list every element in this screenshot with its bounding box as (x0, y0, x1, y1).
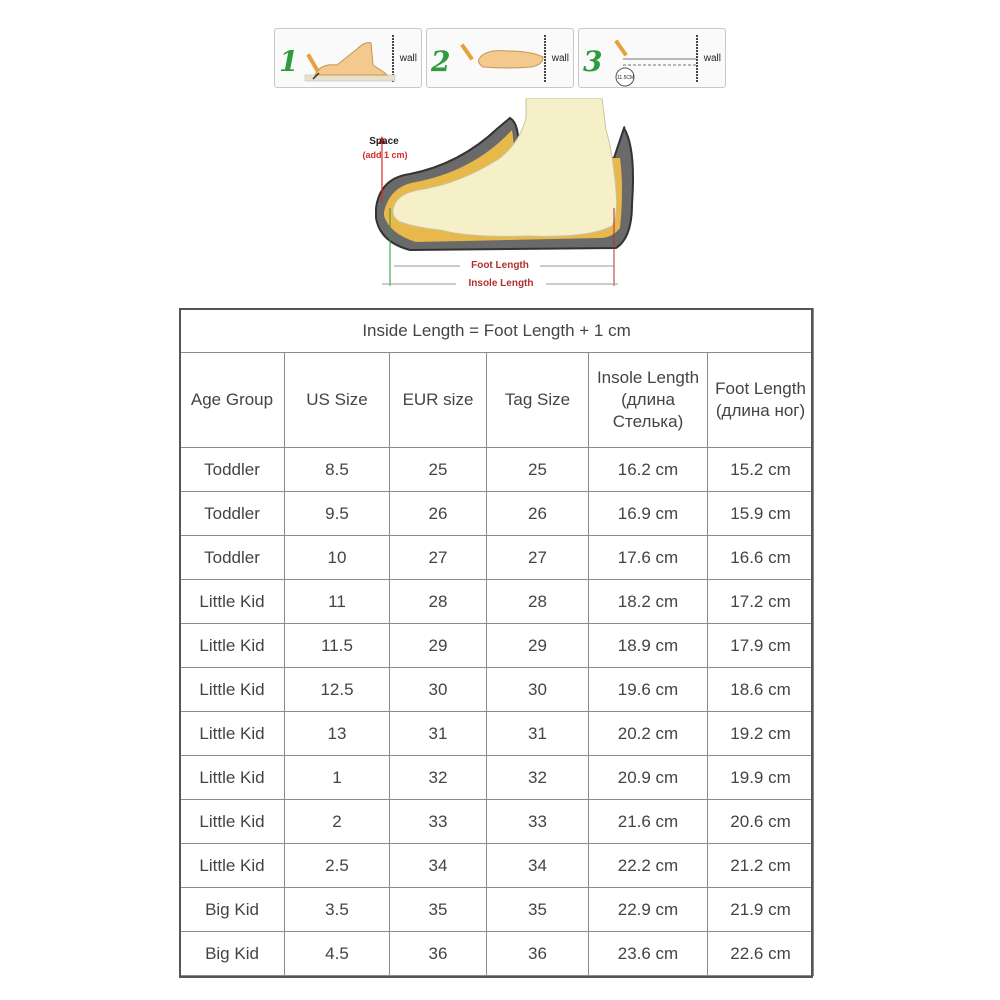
cell-tag: 31 (487, 712, 589, 756)
header-tag-size: Tag Size (487, 353, 589, 448)
table-row (180, 844, 814, 888)
table-row (180, 712, 814, 756)
cell-tag: 26 (487, 492, 589, 536)
space-note: (add 1 cm) (362, 150, 408, 160)
table-row (180, 492, 814, 536)
cell-us: 2 (285, 800, 390, 844)
header-insole-line2: (длина (621, 389, 675, 409)
step-1-number: 1 (279, 45, 299, 78)
cell-eur: 34 (390, 844, 487, 888)
cell-insole: 21.6 cm (589, 800, 708, 844)
cell-us: 10 (285, 536, 390, 580)
cell-age: Little Kid (180, 624, 285, 668)
cell-tag: 29 (487, 624, 589, 668)
cell-us: 8.5 (285, 448, 390, 492)
cell-insole: 20.9 cm (589, 756, 708, 800)
table-row (180, 668, 814, 712)
cell-tag: 32 (487, 756, 589, 800)
shoe-fit-diagram (350, 98, 650, 298)
cell-eur: 36 (390, 932, 487, 976)
cell-age: Toddler (180, 536, 285, 580)
cell-eur: 31 (390, 712, 487, 756)
header-foot-length (708, 353, 814, 448)
cell-age: Toddler (180, 448, 285, 492)
header-age-group: Age Group (180, 353, 285, 448)
cell-eur: 28 (390, 580, 487, 624)
cell-age: Toddler (180, 492, 285, 536)
cell-age: Little Kid (180, 800, 285, 844)
cell-age: Little Kid (180, 756, 285, 800)
foot-length-label: Foot Length (460, 260, 540, 271)
size-chart-table (179, 308, 814, 976)
cell-foot: 15.9 cm (708, 492, 814, 536)
cell-tag: 35 (487, 888, 589, 932)
cell-eur: 27 (390, 536, 487, 580)
table-row (180, 580, 814, 624)
header-us-size: US Size (285, 353, 390, 448)
wall-label-3: wall (703, 53, 721, 64)
table-row (180, 932, 814, 976)
cell-foot: 21.2 cm (708, 844, 814, 888)
cell-us: 11.5 (285, 624, 390, 668)
cell-age: Little Kid (180, 712, 285, 756)
step-3-number: 3 (583, 45, 603, 78)
cell-age: Little Kid (180, 580, 285, 624)
table-row (180, 536, 814, 580)
table-row (180, 756, 814, 800)
cell-tag: 27 (487, 536, 589, 580)
cell-foot: 15.2 cm (708, 448, 814, 492)
cell-tag: 36 (487, 932, 589, 976)
cell-foot: 20.6 cm (708, 800, 814, 844)
cell-us: 3.5 (285, 888, 390, 932)
cell-us: 13 (285, 712, 390, 756)
cell-tag: 34 (487, 844, 589, 888)
cell-us: 9.5 (285, 492, 390, 536)
cell-tag: 33 (487, 800, 589, 844)
cell-us: 4.5 (285, 932, 390, 976)
step-3-panel (578, 28, 726, 88)
cell-age: Little Kid (180, 844, 285, 888)
step-2-number: 2 (431, 45, 451, 78)
cell-foot: 17.9 cm (708, 624, 814, 668)
cell-age: Little Kid (180, 668, 285, 712)
cell-insole: 22.9 cm (589, 888, 708, 932)
cell-age: Big Kid (180, 888, 285, 932)
header-foot-line2: (длина ног) (715, 401, 806, 420)
space-label: Space (369, 136, 399, 147)
cell-insole: 20.2 cm (589, 712, 708, 756)
cell-insole: 18.2 cm (589, 580, 708, 624)
cell-insole: 19.6 cm (589, 668, 708, 712)
wall-label-1: wall (399, 53, 417, 64)
table-row (180, 448, 814, 492)
cell-insole: 23.6 cm (589, 932, 708, 976)
cell-eur: 30 (390, 668, 487, 712)
cell-foot: 19.2 cm (708, 712, 814, 756)
header-insole-length (589, 353, 708, 448)
cell-insole: 17.6 cm (589, 536, 708, 580)
cell-eur: 33 (390, 800, 487, 844)
cell-insole: 22.2 cm (589, 844, 708, 888)
cell-foot: 17.2 cm (708, 580, 814, 624)
cell-us: 2.5 (285, 844, 390, 888)
cell-age: Big Kid (180, 932, 285, 976)
cell-eur: 25 (390, 448, 487, 492)
ruler-mark: 11.5CM (617, 75, 635, 81)
step-2-panel (426, 28, 574, 88)
cell-us: 1 (285, 756, 390, 800)
wall-label-2: wall (551, 53, 569, 64)
cell-insole: 18.9 cm (589, 624, 708, 668)
header-eur-size: EUR size (390, 353, 487, 448)
cell-insole: 16.2 cm (589, 448, 708, 492)
cell-insole: 16.9 cm (589, 492, 708, 536)
table-row (180, 800, 814, 844)
cell-eur: 32 (390, 756, 487, 800)
insole-length-label: Insole Length (456, 278, 546, 289)
table-row (180, 888, 814, 932)
cell-foot: 19.9 cm (708, 756, 814, 800)
header-foot-line1: Foot Length (715, 378, 806, 398)
measurement-steps (274, 28, 728, 90)
pencil-icon (460, 43, 474, 60)
cell-eur: 35 (390, 888, 487, 932)
cell-eur: 26 (390, 492, 487, 536)
cell-foot: 22.6 cm (708, 932, 814, 976)
cell-foot: 18.6 cm (708, 668, 814, 712)
step-1-panel (274, 28, 422, 88)
cell-foot: 16.6 cm (708, 536, 814, 580)
header-insole-line1: Insole Length (596, 367, 700, 387)
cell-tag: 30 (487, 668, 589, 712)
cell-foot: 21.9 cm (708, 888, 814, 932)
cell-us: 11 (285, 580, 390, 624)
header-insole-line3: Стелька) (612, 412, 684, 432)
table-row (180, 624, 814, 668)
cell-us: 12.5 (285, 668, 390, 712)
cell-tag: 25 (487, 448, 589, 492)
pencil-icon (614, 39, 628, 56)
cell-eur: 29 (390, 624, 487, 668)
cell-tag: 28 (487, 580, 589, 624)
table-caption: Inside Length = Foot Length + 1 cm (180, 309, 814, 353)
